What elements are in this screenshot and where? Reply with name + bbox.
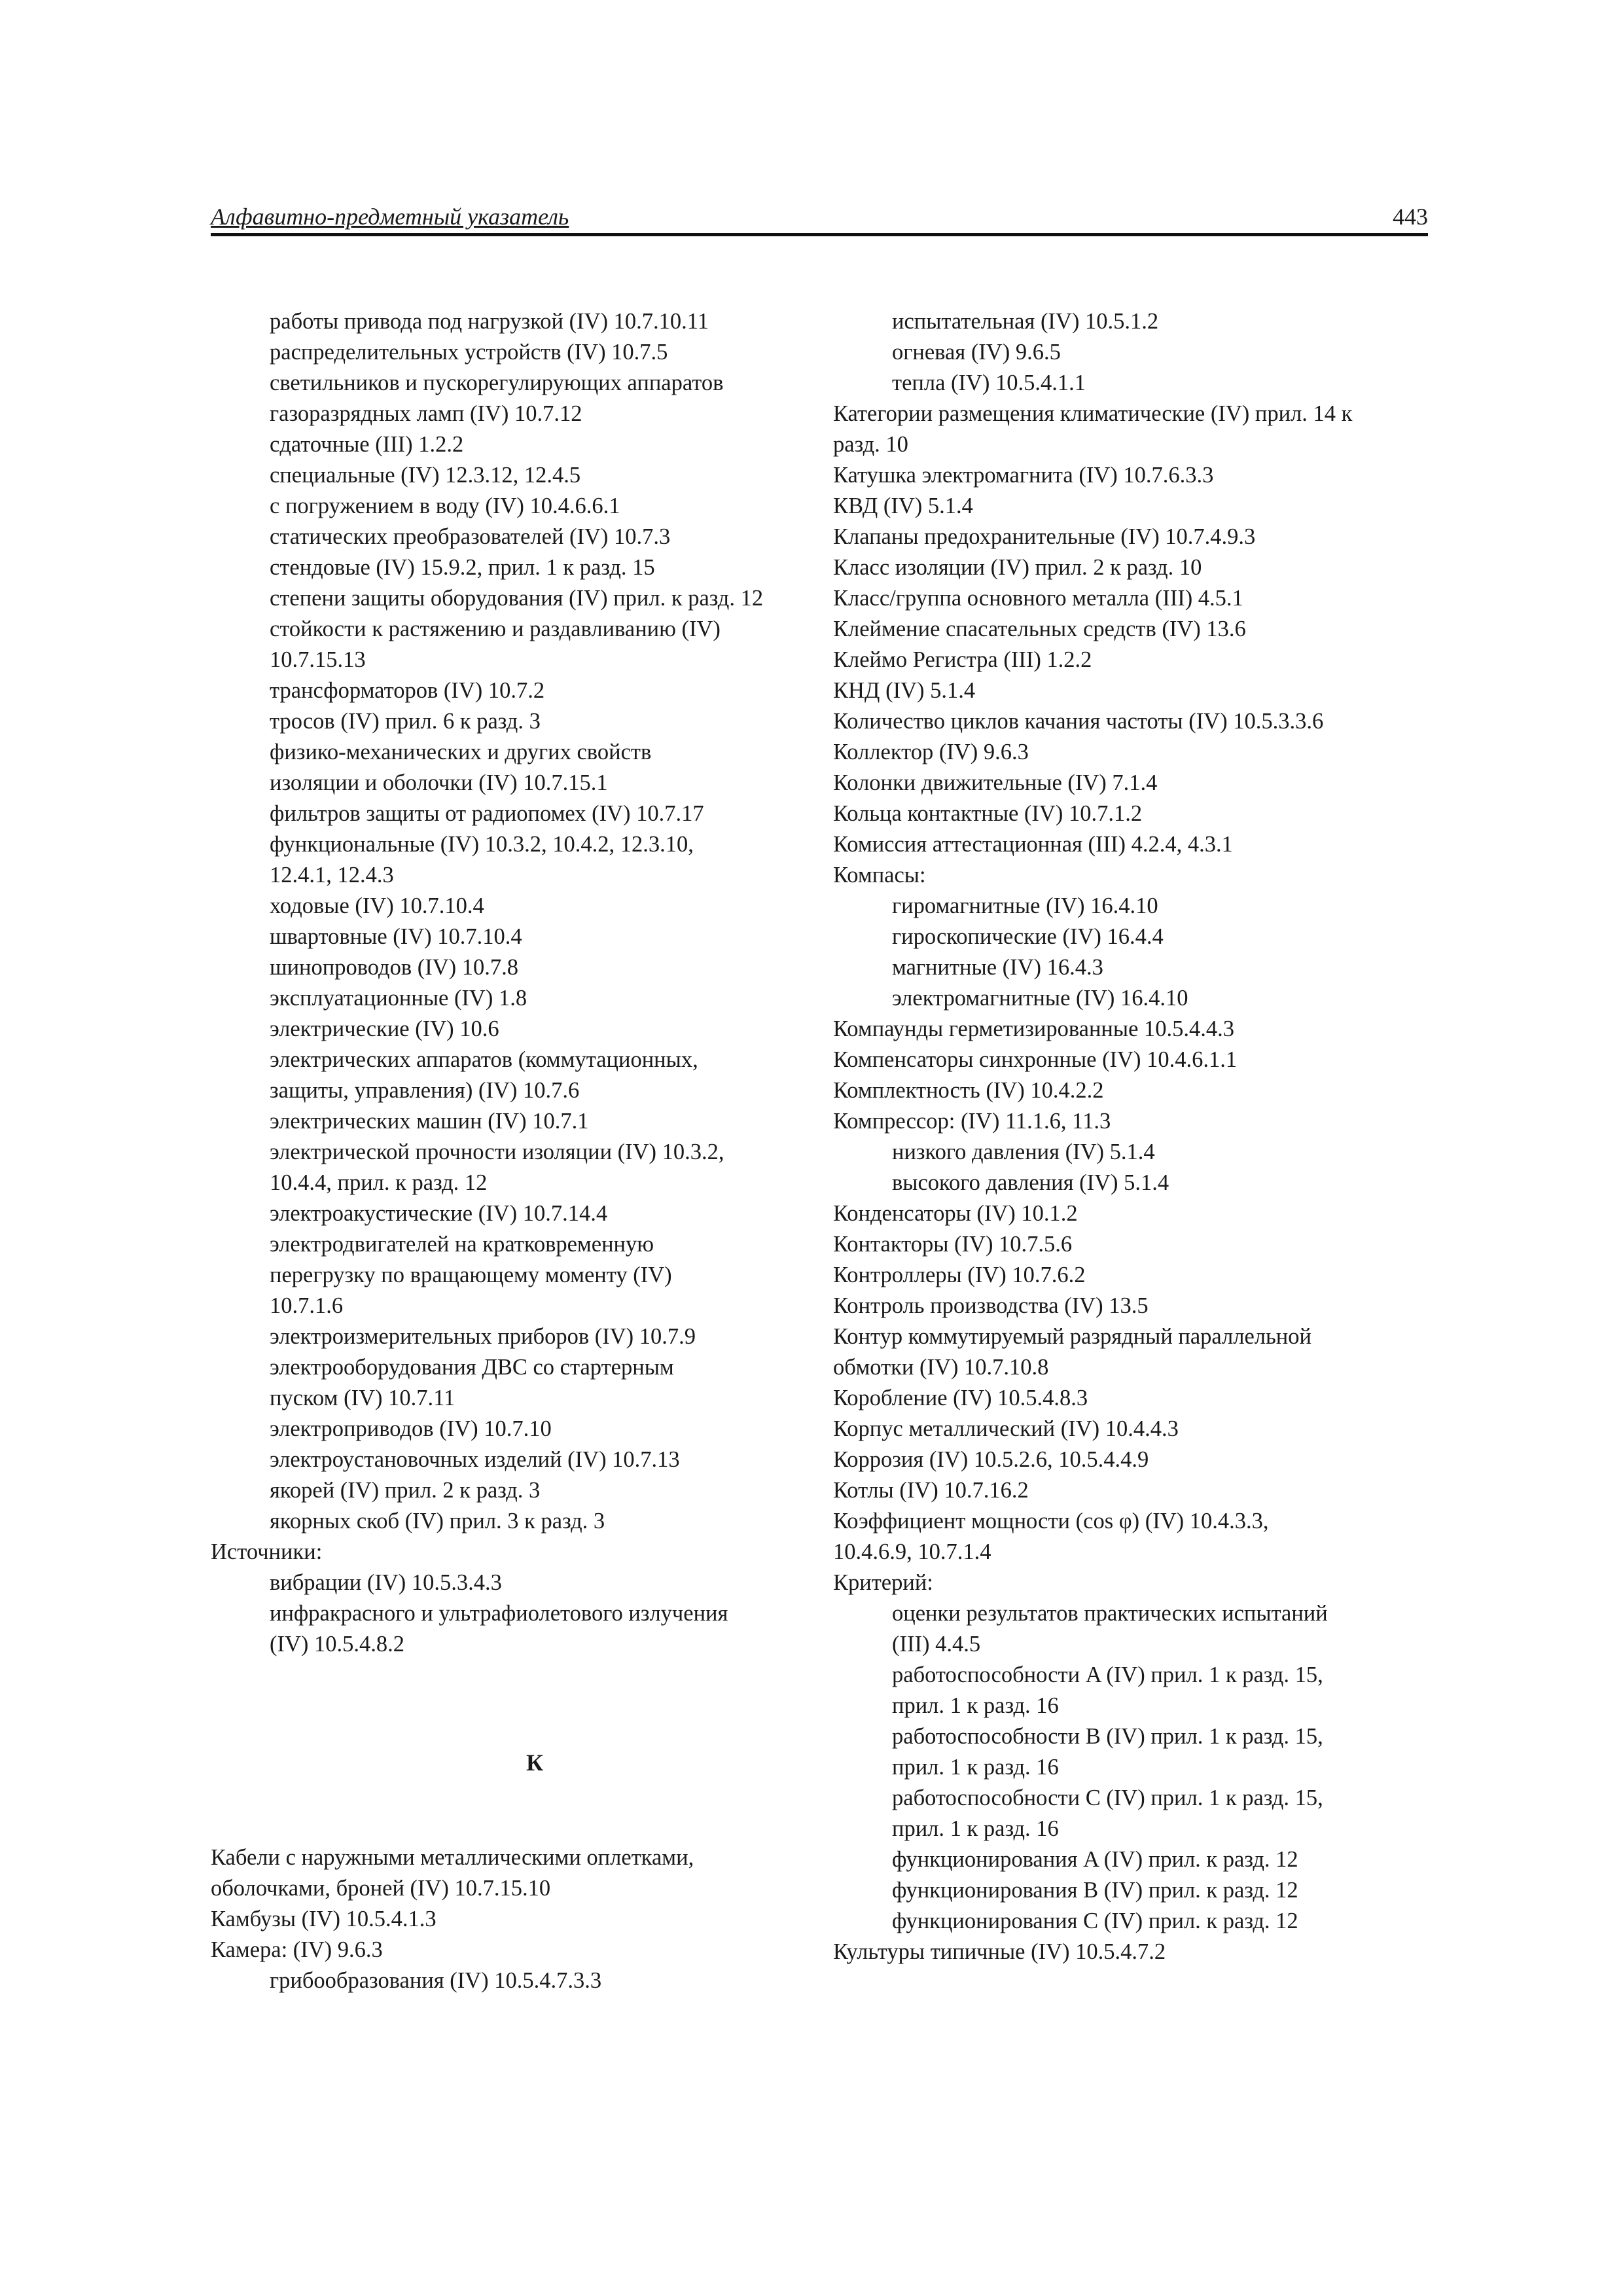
index-subentry: газоразрядных ламп (IV) 10.7.12 <box>270 401 582 426</box>
index-entries-group <box>833 306 1429 1967</box>
index-subentry: светильников и пускорегулирующих аппаратов <box>270 370 724 395</box>
index-subentry: электрических машин (IV) 10.7.1 <box>270 1109 589 1134</box>
index-subentry: магнитные (IV) 16.4.3 <box>892 955 1103 980</box>
index-subentry: прил. 1 к разд. 16 <box>892 1755 1059 1780</box>
index-entry: Клеймение спасательных средств (IV) 13.6 <box>833 617 1246 641</box>
index-entry: Коробление (IV) 10.5.4.8.3 <box>833 1386 1088 1410</box>
index-subentry: швартовные (IV) 10.7.10.4 <box>270 924 522 949</box>
index-subentry: трансформаторов (IV) 10.7.2 <box>270 678 545 703</box>
index-entry: Коррозия (IV) 10.5.2.6, 10.5.4.4.9 <box>833 1447 1149 1472</box>
index-entry: Контроллеры (IV) 10.7.6.2 <box>833 1263 1086 1287</box>
index-entry: Коэффициент мощности (cos φ) (IV) 10.4.3.3, <box>833 1509 1269 1534</box>
index-subentry: стендовые (IV) 15.9.2, прил. 1 к разд. 15 <box>270 555 655 580</box>
index-subentry: 10.4.4, прил. к разд. 12 <box>270 1170 488 1195</box>
index-subentry: специальные (IV) 12.3.12, 12.4.5 <box>270 463 581 488</box>
index-subentry: стойкости к растяжению и раздавливанию (IV) <box>270 617 721 641</box>
index-subentry: защиты, управления) (IV) 10.7.6 <box>270 1078 580 1103</box>
index-entry: Комплектность (IV) 10.4.2.2 <box>833 1078 1104 1103</box>
index-entry: Класс/группа основного металла (III) 4.5.1 <box>833 586 1243 611</box>
index-entry: Клапаны предохранительные (IV) 10.7.4.9.3 <box>833 524 1256 549</box>
index-subentry: распределительных устройств (IV) 10.7.5 <box>270 340 668 365</box>
index-subentry: функциональные (IV) 10.3.2, 10.4.2, 12.3.10, <box>270 832 694 857</box>
index-subentry: электроприводов (IV) 10.7.10 <box>270 1416 552 1441</box>
index-entry: Клеймо Регистра (III) 1.2.2 <box>833 647 1092 672</box>
index-entries-group <box>211 306 800 1660</box>
index-subentry: грибообразования (IV) 10.5.4.7.3.3 <box>270 1968 602 1993</box>
index-entry: Категории размещения климатические (IV) прил. 14 к <box>833 401 1353 426</box>
index-entry: Компрессор: (IV) 11.1.6, 11.3 <box>833 1109 1111 1134</box>
index-entry: Контур коммутируемый разрядный параллельной <box>833 1324 1311 1349</box>
index-subentry: 12.4.1, 12.4.3 <box>270 863 394 888</box>
index-entry: Критерий: <box>833 1570 933 1595</box>
index-subentry: сдаточные (III) 1.2.2 <box>270 432 464 457</box>
index-subentry: якорных скоб (IV) прил. 3 к разд. 3 <box>270 1509 605 1534</box>
index-subentry: фильтров защиты от радиопомех (IV) 10.7.17 <box>270 801 704 826</box>
index-entry: Количество циклов качания частоты (IV) 10.5.3.3.6 <box>833 709 1324 734</box>
index-entry: Коллектор (IV) 9.6.3 <box>833 740 1029 764</box>
index-subentry: испытательная (IV) 10.5.1.2 <box>892 309 1159 334</box>
index-subentry: работоспособности C (IV) прил. 1 к разд. 15, <box>892 1785 1323 1810</box>
index-entry: Компенсаторы синхронные (IV) 10.4.6.1.1 <box>833 1047 1238 1072</box>
index-subentry: электрические (IV) 10.6 <box>270 1016 499 1041</box>
index-entry: Компасы: <box>833 863 926 888</box>
index-subentry: электрооборудования ДВС со стартерным <box>270 1355 674 1380</box>
index-subentry: электроизмерительных приборов (IV) 10.7.9 <box>270 1324 696 1349</box>
index-entry: Катушка электромагнита (IV) 10.7.6.3.3 <box>833 463 1214 488</box>
index-subentry: функционирования A (IV) прил. к разд. 12 <box>892 1847 1298 1872</box>
index-subentry: гироскопические (IV) 16.4.4 <box>892 924 1164 949</box>
index-subentry: прил. 1 к разд. 16 <box>892 1693 1059 1718</box>
index-subentry: тепла (IV) 10.5.4.1.1 <box>892 370 1086 395</box>
index-subentry: гиромагнитные (IV) 16.4.10 <box>892 893 1158 918</box>
index-subentry: электроустановочных изделий (IV) 10.7.13 <box>270 1447 680 1472</box>
index-entry: оболочками, броней (IV) 10.7.15.10 <box>211 1876 551 1901</box>
section-spacer <box>211 1660 800 1748</box>
index-subentry: огневая (IV) 9.6.5 <box>892 340 1061 365</box>
index-entry: Котлы (IV) 10.7.16.2 <box>833 1478 1029 1503</box>
index-entry: Культуры типичные (IV) 10.5.4.7.2 <box>833 1939 1166 1964</box>
index-subentry: с погружением в воду (IV) 10.4.6.6.1 <box>270 493 620 518</box>
index-subentry: 10.7.15.13 <box>270 647 366 672</box>
index-subentry: (III) 4.4.5 <box>892 1632 981 1657</box>
page-number: 443 <box>1393 204 1428 230</box>
index-subentry: статических преобразователей (IV) 10.7.3 <box>270 524 671 549</box>
index-entry: Корпус металлический (IV) 10.4.4.3 <box>833 1416 1179 1441</box>
index-subentry: работы привода под нагрузкой (IV) 10.7.10.11 <box>270 309 709 334</box>
index-subentry: функционирования B (IV) прил. к разд. 12 <box>892 1878 1298 1903</box>
index-subentry: электромагнитные (IV) 16.4.10 <box>892 986 1188 1011</box>
index-entry: КНД (IV) 5.1.4 <box>833 678 976 703</box>
index-entry: Кабели с наружными металлическими оплетками, <box>211 1845 694 1870</box>
index-subentry: перегрузку по вращающему моменту (IV) <box>270 1263 672 1287</box>
index-subentry: степени защиты оборудования (IV) прил. к разд. 12 <box>270 586 764 611</box>
index-entries-group <box>211 1842 800 1996</box>
index-entry: Колонки движительные (IV) 7.1.4 <box>833 770 1158 795</box>
index-column-left <box>211 306 800 1996</box>
index-entry: Конденсаторы (IV) 10.1.2 <box>833 1201 1078 1226</box>
index-subentry: низкого давления (IV) 5.1.4 <box>892 1139 1155 1164</box>
index-subentry: работоспособности A (IV) прил. 1 к разд. 15, <box>892 1662 1323 1687</box>
index-subentry: инфракрасного и ультрафиолетового излучения <box>270 1601 728 1626</box>
index-subentry: электрической прочности изоляции (IV) 10.3.2, <box>270 1139 724 1164</box>
index-subentry: 10.7.1.6 <box>270 1293 344 1318</box>
index-entry: Компаунды герметизированные 10.5.4.4.3 <box>833 1016 1235 1041</box>
index-subentry: работоспособности B (IV) прил. 1 к разд. 15, <box>892 1724 1323 1749</box>
index-entry: КВД (IV) 5.1.4 <box>833 493 973 518</box>
index-subentry: (IV) 10.5.4.8.2 <box>270 1632 405 1657</box>
index-subentry: высокого давления (IV) 5.1.4 <box>892 1170 1169 1195</box>
index-subentry: электрических аппаратов (коммутационных, <box>270 1047 698 1072</box>
index-subentry: электроакустические (IV) 10.7.14.4 <box>270 1201 608 1226</box>
index-subentry: якорей (IV) прил. 2 к разд. 3 <box>270 1478 541 1503</box>
index-entry: Контакторы (IV) 10.7.5.6 <box>833 1232 1073 1257</box>
index-column-right <box>833 306 1429 1967</box>
index-entry: обмотки (IV) 10.7.10.8 <box>833 1355 1049 1380</box>
index-subentry: пуском (IV) 10.7.11 <box>270 1386 455 1410</box>
section-spacer <box>211 1778 800 1842</box>
index-subentry: функционирования C (IV) прил. к разд. 12 <box>892 1909 1298 1933</box>
running-header <box>211 200 1428 236</box>
index-subentry: изоляции и оболочки (IV) 10.7.15.1 <box>270 770 608 795</box>
index-entry: Контроль производства (IV) 13.5 <box>833 1293 1149 1318</box>
index-subentry: ходовые (IV) 10.7.10.4 <box>270 893 484 918</box>
index-entry: Камера: (IV) 9.6.3 <box>211 1937 383 1962</box>
index-subentry: оценки результатов практических испытаний <box>892 1601 1328 1626</box>
index-entry: Камбузы (IV) 10.5.4.1.3 <box>211 1907 437 1931</box>
index-subentry: физико-механических и других свойств <box>270 740 652 764</box>
index-entry: Комиссия аттестационная (III) 4.2.4, 4.3.1 <box>833 832 1233 857</box>
index-entry: разд. 10 <box>833 432 908 457</box>
index-entry: 10.4.6.9, 10.7.1.4 <box>833 1539 991 1564</box>
index-subentry: вибрации (IV) 10.5.3.4.3 <box>270 1570 502 1595</box>
index-entry: Источники: <box>211 1539 323 1564</box>
index-entry: Класс изоляции (IV) прил. 2 к разд. 10 <box>833 555 1202 580</box>
header-title: Алфавитно-предметный указатель <box>211 204 569 230</box>
index-subentry: тросов (IV) прил. 6 к разд. 3 <box>270 709 541 734</box>
index-entry: Кольца контактные (IV) 10.7.1.2 <box>833 801 1143 826</box>
index-subentry: эксплуатационные (IV) 1.8 <box>270 986 527 1011</box>
section-letter: К <box>526 1749 544 1776</box>
index-subentry: шинопроводов (IV) 10.7.8 <box>270 955 518 980</box>
index-subentry: прил. 1 к разд. 16 <box>892 1816 1059 1841</box>
index-subentry: электродвигателей на кратковременную <box>270 1232 654 1257</box>
